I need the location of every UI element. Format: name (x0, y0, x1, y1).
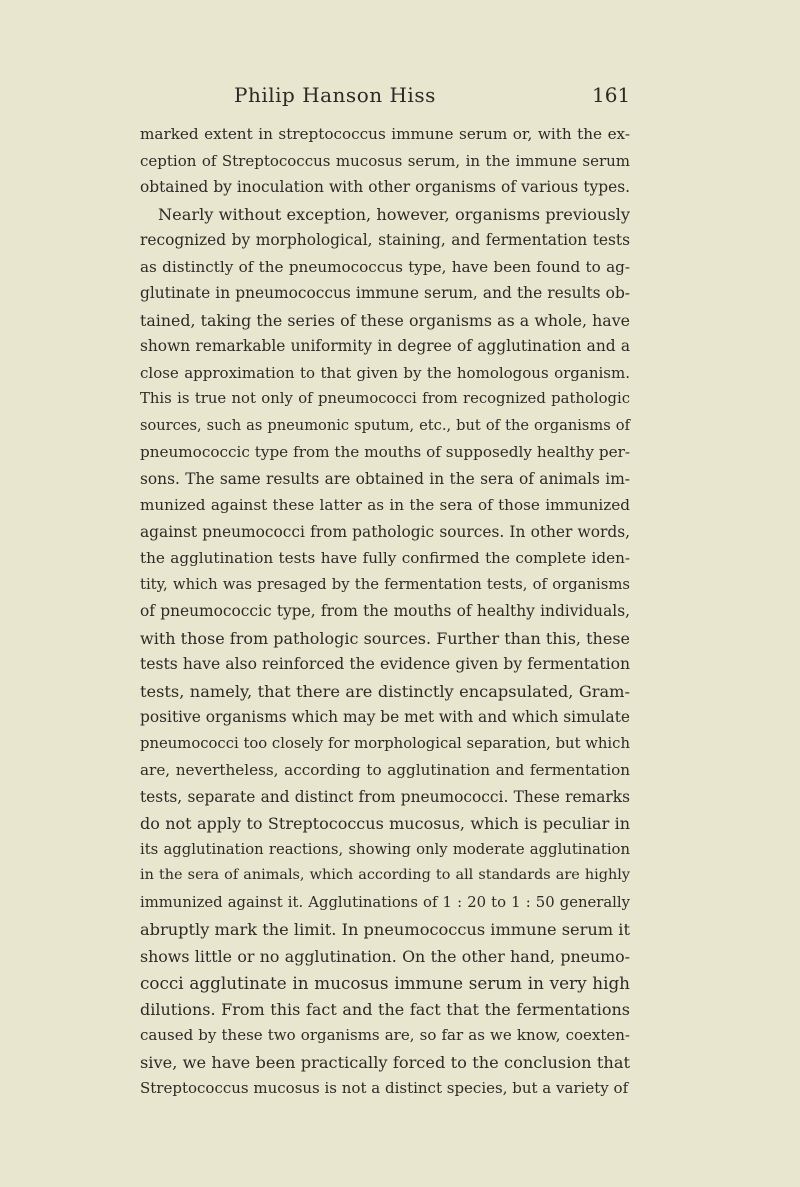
text-line: as distinctly of the pneumococcus type, have been found to ag- (140, 257, 630, 276)
text-line: This is true not only of pneumococci from recognized pathologic (140, 390, 630, 407)
text-line: sive, we have been practically forced to the conclusion that (140, 1052, 630, 1072)
text-line: cocci agglutinate in mucosus immune serum in very high (140, 973, 630, 993)
text-line: the agglutination tests have fully confirmed the complete iden- (140, 549, 630, 567)
text-line: positive organisms which may be met with and which simulate (140, 708, 630, 726)
running-header (0, 83, 800, 115)
text-line: dilutions. From this fact and the fact that the fermentations (140, 999, 630, 1019)
text-line: shows little or no agglutination. On the other hand, pneumo- (140, 946, 630, 966)
text-line: obtained by inoculation with other organisms of various types. (140, 178, 630, 196)
text-line: close approximation to that given by the homologous organism. (140, 363, 630, 382)
text-line: of pneumococcic type, from the mouths of healthy individuals, (140, 602, 630, 620)
text-line: shown remarkable uniformity in degree of agglutination and a (140, 337, 630, 355)
text-line: sources, such as pneumonic sputum, etc., but of the organisms of (140, 416, 630, 434)
text-line: munized against these latter as in the sera of those immunized (140, 496, 630, 514)
text-line: glutinate in pneumococcus immune serum, and the results ob- (140, 284, 630, 302)
text-line: tests, namely, that there are distinctly encapsulated, Gram- (140, 681, 630, 701)
text-line: its agglutination reactions, showing only moderate agglutination (140, 840, 630, 858)
text-line: pneumococci too closely for morphological separation, but which (140, 734, 630, 752)
text-line: Nearly without exception, however, organisms previously (158, 204, 630, 224)
text-line: pneumococcic type from the mouths of supposedly healthy per- (140, 443, 630, 461)
text-line: Streptococcus mucosus is not a distinct species, but a variety of (140, 1079, 629, 1097)
text-line: tity, which was presaged by the fermentation tests, of organisms (140, 575, 630, 593)
text-line: against pneumococci from pathologic sources. In other words, (140, 522, 630, 541)
text-line: in the sera of animals, which according to all standards are highly (140, 867, 630, 883)
page-number: 161 (592, 83, 631, 107)
running-header-author: Philip Hanson Hiss (234, 83, 436, 107)
text-line: do not apply to Streptococcus mucosus, which is peculiar in (140, 814, 630, 833)
text-line: immunized against it. Agglutinations of 1 : 20 to 1 : 50 generally (140, 893, 630, 911)
text-line: abruptly mark the limit. In pneumococcus immune serum it (140, 920, 630, 939)
text-line: are, nevertheless, according to agglutination and fermentation (140, 761, 630, 779)
text-line: ception of Streptococcus mucosus serum, in the immune serum (140, 151, 630, 170)
text-line: tests, separate and distinct from pneumococci. These remarks (140, 787, 630, 806)
text-line: tests have also reinforced the evidence given by fermentation (140, 655, 630, 673)
text-line: tained, taking the series of these organisms as a whole, have (140, 310, 630, 330)
text-line: recognized by morphological, staining, and fermentation tests (140, 231, 630, 249)
text-line: with those from pathologic sources. Further than this, these (140, 628, 630, 648)
text-line: caused by these two organisms are, so far as we know, coexten- (140, 1026, 630, 1044)
text-line: marked extent in streptococcus immune serum or, with the ex- (140, 125, 630, 143)
text-line: sons. The same results are obtained in the sera of animals im- (140, 469, 630, 488)
